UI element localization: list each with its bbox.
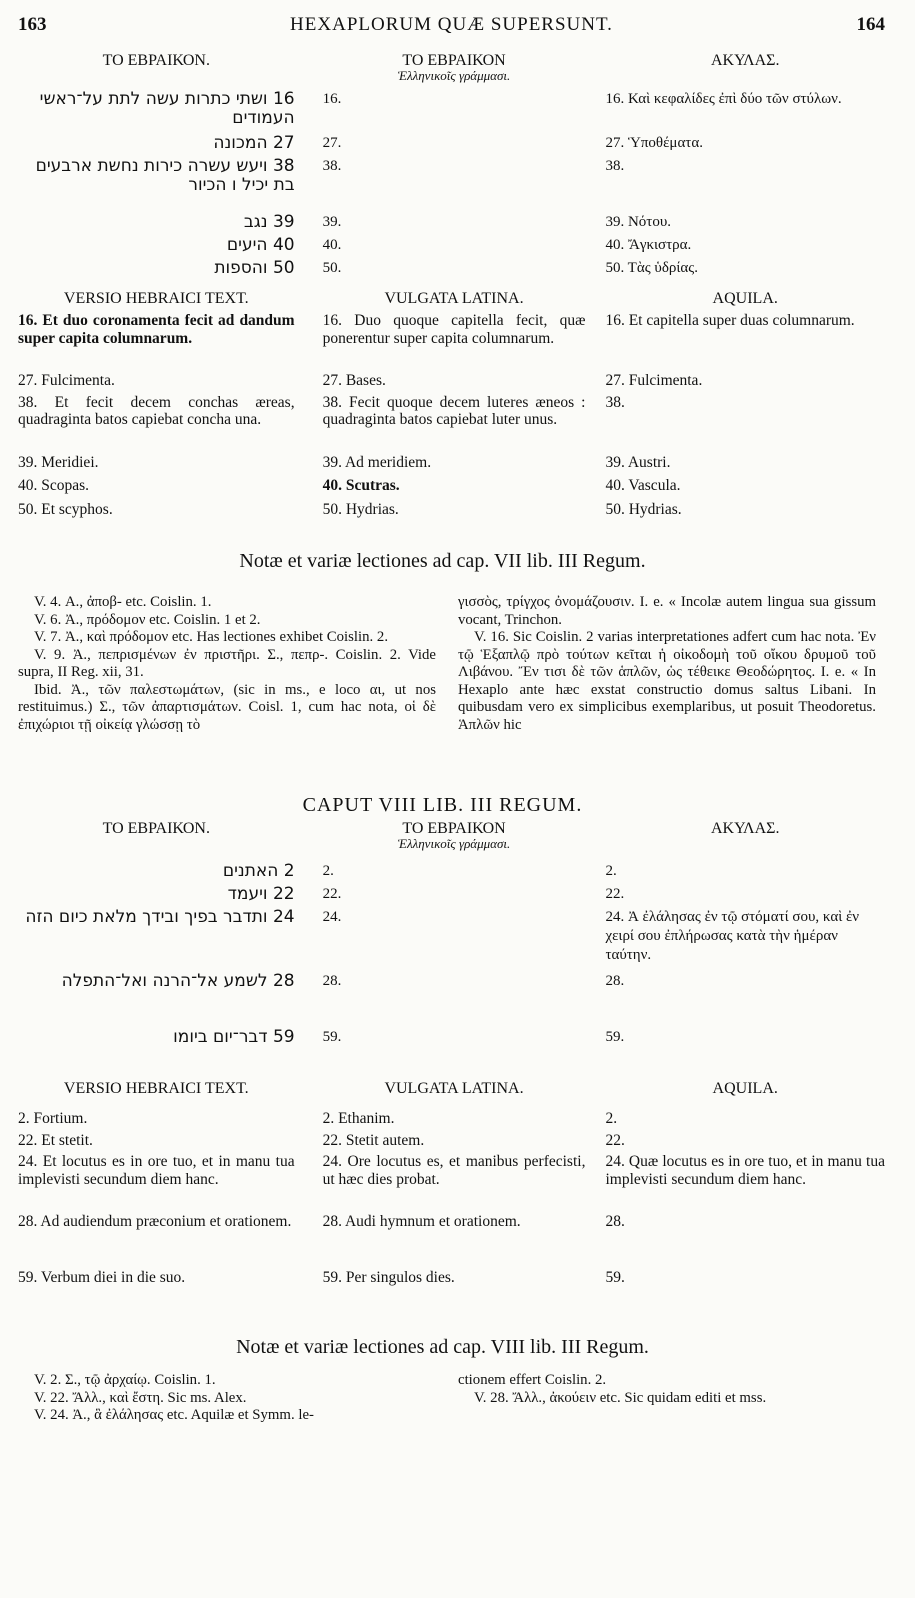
aquila-latin-verse: 38. — [605, 393, 625, 411]
transliteration-verse: 40. — [322, 237, 342, 253]
col-head-vulgata: VULGATA LATINA. — [384, 1080, 524, 1097]
versio-verse: 27. Fulcimenta. — [18, 372, 115, 389]
note-entry: V. 24. Ἀ., ἃ ἐλάλησας etc. Aquilæ et Symm. le- — [34, 1407, 314, 1423]
transliteration-verse: 50. — [322, 260, 342, 276]
hebrew-verse: 24 ותדבר בפיך ובידך מלאת כיום הזה — [25, 907, 295, 927]
col-head-aquila: ΑΚΥΛΑΣ. — [710, 820, 780, 837]
note-entry: V. 28. Ἄλλ., ἀκούειν etc. Sic quidam editi et mss. — [474, 1389, 767, 1406]
aquila-latin-verse: 22. — [605, 1131, 625, 1149]
aquila-greek-verse: 40. Ἄγκιστρα. — [605, 237, 692, 253]
section1-latin-table — [18, 290, 885, 518]
vulgata-verse: 40. Scutras. — [322, 477, 400, 494]
transliteration-verse: 2. — [322, 863, 334, 879]
col-head-hebrew-greek: ΤΟ ΕΒΡΑΙΚΟΝ — [402, 52, 506, 69]
versio-verse: 50. Et scyphos. — [18, 500, 113, 518]
aquila-latin-verse: 24. Quæ locutus es in ore tuo, et in manu tua implevisti secundum diem hanc. — [605, 1153, 885, 1188]
aquila-latin-verse: 27. Fulcimenta. — [605, 372, 703, 389]
aquila-greek-verse: 59. — [605, 1029, 625, 1045]
hebrew-verse: 39 נגב — [243, 212, 295, 232]
aquila-greek-verse: 38. — [605, 158, 625, 174]
versio-verse: 2. Fortium. — [18, 1110, 88, 1127]
transliteration-verse: 28. — [322, 973, 342, 989]
chapter-heading: CAPUT VIII LIB. III REGUM. — [302, 794, 583, 816]
transliteration-verse: 27. — [322, 135, 342, 151]
hebrew-verse: 50 והספות — [214, 258, 295, 278]
col-head-versio: VERSIO HEBRAICI TEXT. — [63, 1080, 249, 1097]
transliteration-verse: 59. — [322, 1029, 342, 1045]
hebrew-verse: 16 ושתי כתרות עשה לתת על־ראשי העמודים — [39, 89, 295, 128]
transliteration-verse: 38. — [322, 158, 342, 174]
aquila-latin-verse: 16. Et capitella super duas columnarum. — [605, 312, 855, 329]
notes-chapter-8 — [18, 1372, 885, 1425]
hebrew-verse: 59 דבר־יום ביומו — [173, 1027, 295, 1047]
vulgata-verse: 27. Bases. — [322, 372, 386, 389]
vulgata-verse: 22. Stetit autem. — [322, 1131, 425, 1149]
versio-verse: 24. Et locutus es in ore tuo, et in manu tua implevisti secundum diem hanc. — [18, 1153, 295, 1188]
col-head-hebrew: ΤΟ ΕΒΡΑΙΚΟΝ. — [102, 52, 210, 69]
aquila-greek-verse: 24. Ἀ ἐλάλησας ἐν τῷ στόματί σου, καὶ ἐν χειρί σου ἐπλήρωσας κατὰ τὴν ἡμέραν ταύτην. — [605, 909, 860, 963]
vulgata-verse: 16. Duo quoque capitella fecit, quæ ponerentur super capita columnarum. — [322, 312, 586, 347]
aquila-greek-verse: 50. Τὰς ὑδρίας. — [605, 260, 698, 276]
col-head-versio: VERSIO HEBRAICI TEXT. — [63, 290, 249, 307]
aquila-greek-verse: 16. Καὶ κεφαλίδες ἐπὶ δύο τῶν στύλων. — [605, 91, 842, 107]
transliteration-verse: 16. — [322, 91, 342, 107]
running-header — [18, 14, 885, 40]
note-entry: V. 9. Ἀ., πεπρισμένων ἐν πριστῆρι. Σ., πεπρ-. Coislin. 2. Vide supra, II Reg. xii, 31. — [18, 646, 436, 680]
col-head-vulgata: VULGATA LATINA. — [384, 290, 524, 307]
page-number-right: 164 — [856, 14, 885, 35]
notes-left-column — [18, 1372, 436, 1425]
transliteration-verse: 39. — [322, 214, 342, 230]
versio-verse: 22. Et stetit. — [18, 1131, 93, 1149]
page-number-left: 163 — [18, 14, 47, 35]
vulgata-verse: 24. Ore locutus es, et manibus perfecisti, ut hæc dies probat. — [322, 1153, 586, 1188]
note-entry: V. 2. Σ., τῷ ἀρχαίῳ. Coislin. 1. — [34, 1372, 216, 1388]
vulgata-verse: 2. Ethanim. — [322, 1110, 395, 1127]
note-entry: V. 22. Ἄλλ., καὶ ἔστη. Sic ms. Alex. — [34, 1389, 247, 1406]
aquila-latin-verse: 40. Vascula. — [605, 477, 681, 494]
versio-verse: 40. Scopas. — [18, 477, 90, 494]
col-subhead: Ἑλληνικοῖς γράμμασι. — [397, 68, 511, 83]
section1-hebrew-table — [18, 52, 885, 278]
note-entry: V. 16. Sic Coislin. 2 varias interpretationes adfert cum hac nota. Ἐν τῷ Ἑξαπλῷ πρὸ τούτων κεῖται ἡ οἰκοδομὴ τοῦ οἴκου δρυμοῦ τοῦ Λιβάνου. Ἔν τισι δὲ τῶν ἁπλῶν, ὡς τέθεικε Θεοδώρητος. I. e. « In Hexaplo ante hæc exstat constructio domus saltus Libani. In quibusdam vero ex simplicibus exemplaribus, ut posuit Theodoretus. Ἁπλῶν hic — [458, 629, 876, 733]
versio-verse: 16. Et duo coronamenta fecit ad dandum super capita columnarum. — [18, 312, 295, 347]
aquila-latin-verse: 2. — [605, 1110, 618, 1127]
hebrew-verse: 38 ויעש עשרה כירות נחשת ארבעים בת יכיל ו הכיור — [35, 156, 295, 195]
notes-title-chapter-8: Notæ et variæ lectiones ad cap. VIII lib. III Regum. — [236, 1336, 649, 1358]
versio-verse: 59. Verbum diei in die suo. — [18, 1269, 186, 1286]
aquila-greek-verse: 27. Ὑποθέματα. — [605, 135, 703, 151]
section2-latin-table — [18, 1080, 885, 1287]
aquila-greek-verse: 22. — [605, 886, 625, 902]
note-entry: ctionem effert Coislin. 2. — [458, 1372, 607, 1388]
aquila-greek-verse: 2. — [605, 863, 617, 879]
notes-right-column — [458, 1372, 876, 1425]
col-subhead: Ἑλληνικοῖς γράμμασι. — [397, 836, 511, 851]
aquila-greek-verse: 28. — [605, 973, 625, 989]
note-entry: V. 7. Ἀ., καὶ πρόδομον etc. Has lectiones exhibet Coislin. 2. — [34, 629, 389, 645]
col-head-aquila: ΑΚΥΛΑΣ. — [710, 52, 780, 69]
hebrew-verse: 2 האתנים — [222, 861, 295, 881]
vulgata-verse: 59. Per singulos dies. — [322, 1269, 455, 1286]
notes-right-column — [458, 594, 876, 734]
notes-left-column — [18, 594, 436, 734]
note-entry: V. 4. Α., ἀποβ- etc. Coislin. 1. — [34, 594, 212, 610]
hebrew-verse: 28 לשמע אל־הרנה ואל־התפלה — [61, 971, 295, 991]
vulgata-verse: 50. Hydrias. — [322, 500, 399, 518]
col-head-hebrew-greek: ΤΟ ΕΒΡΑΙΚΟΝ — [402, 820, 506, 837]
running-title: HEXAPLORUM QUÆ SUPERSUNT. — [290, 14, 613, 35]
aquila-latin-verse: 39. Austri. — [605, 453, 671, 471]
col-head-aquila-latin: AQUILA. — [712, 1080, 778, 1097]
vulgata-verse: 38. Fecit quoque decem luteres æneos : quadraginta batos capiebat luter unus. — [322, 393, 586, 428]
hebrew-verse: 27 המכונה — [213, 133, 295, 153]
aquila-latin-verse: 28. — [605, 1213, 625, 1230]
note-entry: Ibid. Ἀ., τῶν παλεστωμάτων, (sic in ms., e loco αι, ut nos restituimus.) Σ., τῶν ἀπαρτισμάτων. Coisl. 1, cum hac nota, οἱ δὲ ἐπιχώριοι τῇ οἰκείᾳ γλώσσῃ τὸ — [18, 681, 436, 733]
hebrew-verse: 22 ויעמד — [227, 884, 295, 904]
note-entry: γισσὸς, τρίγχος ὀνομάζουσιν. I. e. « Incolæ autem lingua sua gissum vocant, Trinchon. — [458, 594, 876, 628]
col-head-aquila-latin: AQUILA. — [712, 290, 778, 307]
aquila-latin-verse: 50. Hydrias. — [605, 500, 682, 518]
aquila-greek-verse: 39. Νότου. — [605, 214, 671, 230]
note-entry: V. 6. Ἀ., πρόδομον etc. Coislin. 1 et 2. — [34, 611, 261, 628]
vulgata-verse: 28. Audi hymnum et orationem. — [322, 1213, 521, 1230]
vulgata-verse: 39. Ad meridiem. — [322, 453, 432, 471]
transliteration-verse: 22. — [322, 886, 342, 902]
versio-verse: 28. Ad audiendum præconium et orationem. — [18, 1213, 292, 1230]
transliteration-verse: 24. — [322, 909, 342, 925]
notes-chapter-7 — [18, 594, 885, 734]
hebrew-verse: 40 היעים — [226, 235, 295, 255]
section2-hebrew-table — [18, 820, 885, 1047]
notes-title-chapter-7: Notæ et variæ lectiones ad cap. VII lib. III Regum. — [239, 550, 646, 572]
col-head-hebrew: ΤΟ ΕΒΡΑΙΚΟΝ. — [102, 820, 210, 837]
aquila-latin-verse: 59. — [605, 1269, 625, 1286]
versio-verse: 38. Et fecit decem conchas æreas, quadraginta batos capiebat concha una. — [18, 393, 295, 428]
versio-verse: 39. Meridiei. — [18, 453, 99, 471]
